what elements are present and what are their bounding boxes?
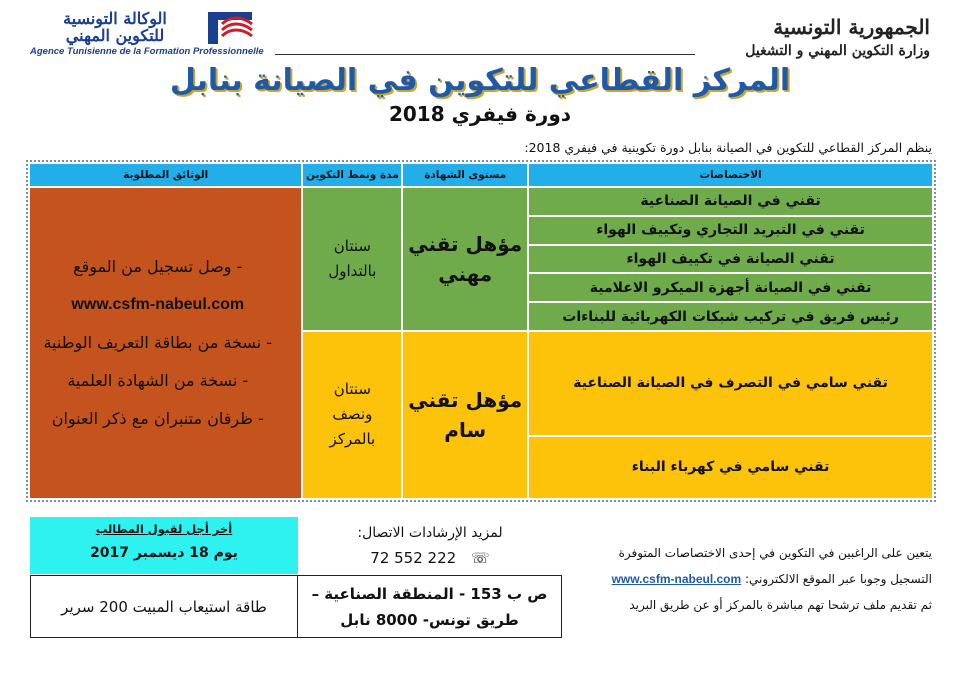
document-item: - ظرفان متنبران مع ذكر العنوان bbox=[51, 409, 264, 428]
capacity-text: طاقة استيعاب المبيت 200 سرير bbox=[61, 597, 267, 616]
specialty-cell: تقني في الصيانة أجهزة الميكرو الاعلامية bbox=[529, 274, 932, 301]
note-line: ثم تقديم ملف ترشحا تهم مباشرة بالمركز أو عن طريق البريد bbox=[629, 598, 932, 612]
specialty-cell: تقني سامي في كهرباء البناء bbox=[529, 437, 932, 498]
contact-label: لمزيد الإرشادات الاتصال: bbox=[357, 525, 503, 541]
table-row bbox=[30, 188, 932, 215]
contact-block bbox=[298, 520, 562, 570]
duration-line: بالمركز bbox=[329, 430, 376, 449]
duration-line: سنتان bbox=[333, 380, 371, 399]
telephone-icon: ☏ bbox=[470, 549, 490, 567]
capacity-box bbox=[30, 575, 298, 638]
level-cell-professional bbox=[403, 188, 527, 330]
deadline-title: أخر أجل لقبول المطالب bbox=[95, 522, 233, 536]
registration-url[interactable]: www.csfm-nabeul.com bbox=[71, 296, 245, 313]
note-prefix: التسجيل وجوبا عبر الموقع الالكتروني: bbox=[745, 572, 932, 586]
ministry-name: وزارة التكوين المهني و التشغيل bbox=[745, 43, 930, 59]
intro-text: ينظم المركز القطاعي للتكوين في الصيانة بنابل دورة تكوينية في فيفري 2018: bbox=[524, 140, 932, 155]
address-line: طريق تونس- 8000 نابل bbox=[340, 610, 519, 629]
specialty-cell: تقني الصيانة في تكييف الهواء bbox=[529, 246, 932, 273]
website-link[interactable]: www.csfm-nabeul.com bbox=[611, 572, 742, 586]
duration-line: سنتان bbox=[333, 236, 371, 255]
logo-mark-icon bbox=[206, 10, 254, 46]
header-specialties: الاختصاصات bbox=[529, 164, 932, 186]
required-documents-cell bbox=[30, 188, 301, 498]
header-documents: الوثائق المطلوبة bbox=[30, 164, 301, 186]
level-cell-senior bbox=[403, 332, 527, 498]
duration-line: ونصف bbox=[332, 405, 373, 424]
phone-line bbox=[298, 546, 562, 570]
note-line: يتعين على الراغبين في التكوين في إحدى الاختصاصات المتوفرة bbox=[618, 546, 932, 560]
logo-french-name: Agence Tunisienne de la Formation Professionnelle bbox=[30, 46, 264, 57]
republic-name: الجمهورية التونسية bbox=[773, 15, 930, 39]
level-line: سام bbox=[444, 417, 487, 442]
header-duration: مدة ونمط التكوين bbox=[303, 164, 401, 186]
specialties-table bbox=[26, 160, 936, 502]
level-line: مؤهل تقني bbox=[408, 231, 523, 256]
table-header-row bbox=[30, 164, 932, 186]
phone-number[interactable]: 72 552 222 bbox=[370, 549, 457, 567]
header-level: مستوى الشهادة bbox=[403, 164, 527, 186]
specialty-cell: رئيس فريق في تركيب شبكات الكهربائية للبناءات bbox=[529, 303, 932, 330]
note-line bbox=[570, 566, 932, 592]
duration-cell-alternating bbox=[303, 188, 401, 330]
level-line: مهني bbox=[438, 261, 493, 286]
registration-notes bbox=[570, 540, 932, 618]
address-line: ص ب 153 - المنطقة الصناعية – bbox=[311, 584, 548, 603]
duration-cell-center bbox=[303, 332, 401, 498]
page-title: المركز القطاعي للتكوين في الصيانة بنابل bbox=[169, 63, 791, 98]
specialty-cell: تقني في التبريد التجاري وتكييف الهواء bbox=[529, 217, 932, 244]
specialty-cell: تقني في الصيانة الصناعية bbox=[529, 188, 932, 215]
address-box bbox=[298, 575, 562, 638]
atfp-logo bbox=[30, 9, 264, 57]
header-divider bbox=[275, 54, 695, 55]
session-subtitle: دورة فيفري 2018 bbox=[388, 102, 572, 126]
level-line: مؤهل تقني bbox=[408, 387, 523, 412]
specialty-cell: تقني سامي في التصرف في الصيانة الصناعية bbox=[529, 332, 932, 435]
deadline-box bbox=[30, 517, 298, 574]
deadline-date: يوم 18 ديسمبر 2017 bbox=[90, 545, 238, 561]
document-item: - نسخة من بطاقة التعريف الوطنية bbox=[43, 333, 272, 352]
document-item: - وصل تسجيل من الموقع bbox=[73, 257, 243, 276]
logo-arabic-line1: الوكالة التونسية bbox=[63, 9, 167, 28]
duration-line: بالتداول bbox=[328, 261, 377, 280]
logo-arabic-line2: للتكوين المهني bbox=[65, 26, 165, 45]
document-item: - نسخة من الشهادة العلمية bbox=[67, 371, 249, 390]
